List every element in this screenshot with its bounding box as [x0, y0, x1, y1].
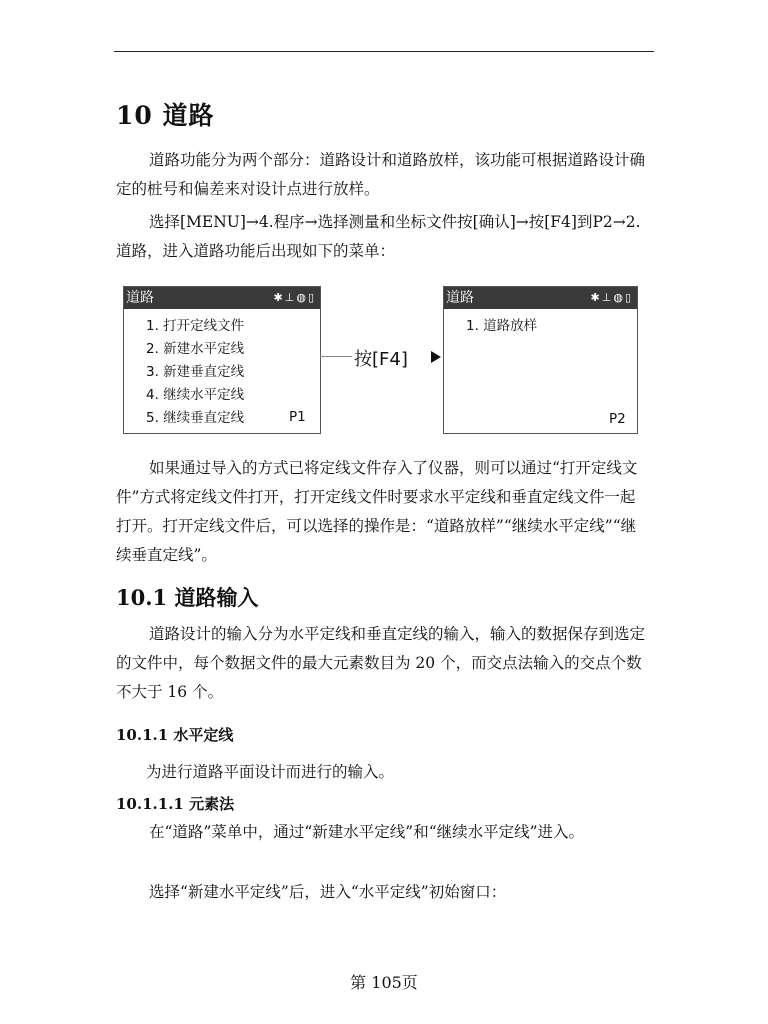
intro-paragraph-1: 道路功能分为两个部分：道路设计和道路放样，该功能可根据道路设计确定的桩号和偏差来对设计点进行放样。 — [116, 151, 646, 198]
menu-item-new-vertical[interactable]: 3. 新建垂直定线 — [146, 364, 245, 380]
arrow-right-icon — [431, 351, 441, 363]
element-paragraph-1: 在“道路”菜单中，通过“新建水平定线”和“继续水平定线”进入。 — [149, 823, 585, 841]
menu-item-road-stakeout[interactable]: 1. 道路放样 — [466, 318, 538, 334]
header-rule — [114, 51, 654, 52]
section-heading-10-1-1-1: 10.1.1.1 元素法 — [116, 795, 235, 813]
connector-line — [320, 356, 352, 357]
menu-item-continue-vertical[interactable]: 5. 继续垂直定线 — [146, 410, 245, 426]
menu-item-open-alignment[interactable]: 1. 打开定线文件 — [146, 318, 245, 334]
element-paragraph-2: 选择“新建水平定线”后，进入“水平定线”初始窗口： — [149, 883, 507, 901]
import-paragraph: 如果通过导入的方式已将定线文件存入了仪器，则可以通过“打开定线文件”方式将定线文件打开，打开定线文件时要求水平定线和垂直定线文件一起打开。打开定线文件后，可以选择的操作是：“道路放样”“继续水平定线”“继续垂直定线”。 — [116, 459, 638, 564]
status-icons: ✱⊥◍▯ — [273, 291, 316, 304]
status-icons: ✱⊥◍▯ — [590, 291, 633, 304]
intro-paragraph-2: 选择[MENU]→4.程序→选择测量和坐标文件按[确认]→按[F4]到P2→2.道路，进入道路功能后出现如下的菜单： — [116, 213, 641, 260]
chapter-title: 10 道路 — [116, 101, 215, 130]
screen-title-bar — [124, 287, 320, 309]
page-indicator: P1 — [289, 409, 306, 425]
input-paragraph: 道路设计的输入分为水平定线和垂直定线的输入，输入的数据保存到选定的文件中，每个数据文件的最大元素数目为 20 个，而交点法输入的交点个数不大于 16 个。 — [116, 625, 646, 701]
section-heading-10-1-1: 10.1.1 水平定线 — [116, 726, 234, 744]
screen-title-bar — [444, 287, 637, 309]
screen-title: 道路 — [126, 290, 154, 306]
page-number: 第 105页 — [350, 973, 418, 992]
menu-item-new-horizontal[interactable]: 2. 新建水平定线 — [146, 341, 245, 357]
screen-title: 道路 — [446, 290, 474, 306]
menu-item-continue-horizontal[interactable]: 4. 继续水平定线 — [146, 387, 245, 403]
page-indicator: P2 — [609, 411, 626, 427]
press-f4-label: 按[F4] — [354, 349, 408, 370]
horizontal-paragraph: 为进行道路平面设计而进行的输入。 — [146, 763, 395, 781]
road-menu-p1 — [146, 315, 244, 430]
section-heading-10-1: 10.1 道路输入 — [116, 585, 259, 610]
road-menu-p2 — [466, 315, 537, 338]
device-screen-p2 — [443, 286, 638, 434]
device-screen-p1 — [123, 286, 321, 434]
